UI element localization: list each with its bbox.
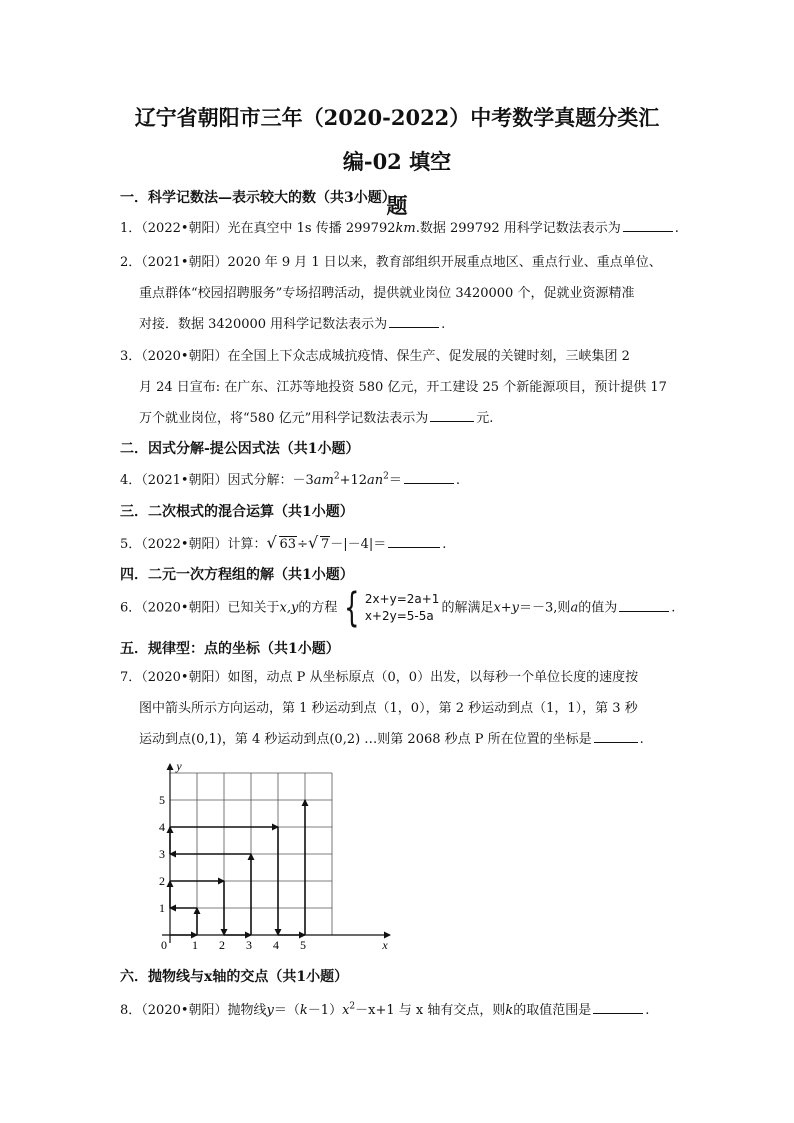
q6-vars: x,y [279, 600, 299, 616]
q4-end: . [455, 473, 461, 488]
question-6 [120, 585, 676, 631]
page-title [110, 96, 684, 228]
q4-equals: ＝ [388, 473, 402, 488]
section-heading-6: 六．抛物线与x轴的交点（共1小题） [120, 969, 349, 985]
question-2-line-2: 重点群体“校园招聘服务”专场招聘活动，提供就业岗位 3420000 个，促就业资源精准 [139, 286, 635, 301]
q6-var-a: a [570, 600, 579, 616]
q5-end: . [442, 537, 447, 552]
q5-answer-blank[interactable] [388, 535, 440, 548]
section-heading-3: 三．二次根式的混合运算（共1小题） [120, 504, 354, 520]
q1-end: . [674, 221, 679, 236]
q8-text-a: 8．（2020•朝阳）抛物线 [120, 1003, 267, 1018]
q8-end: . [645, 1003, 650, 1018]
equation-1: 2x+y=2a+1 [364, 592, 440, 606]
axis-labels [159, 759, 388, 952]
brace-icon: { [344, 585, 360, 631]
q8-var-k2: k [505, 1003, 514, 1018]
title-line-1: 辽宁省朝阳市三年（2020-2022）中考数学真题分类汇编-02 填空 [134, 105, 660, 174]
y-tick-label: 4 [159, 820, 165, 834]
x-tick-label: 5 [300, 938, 306, 952]
q6-end: . [671, 600, 676, 616]
q5-sqrt-7: √ 7 [307, 533, 330, 552]
q2-answer-blank[interactable] [389, 315, 439, 328]
q5-radicand-2: 7 [320, 537, 330, 552]
q4-text-a: 4．（2021•朝阳）因式分解：－3 [120, 473, 314, 488]
question-7-line-2: 图中箭头所示方向运动，第 1 秒运动到点（1，0），第 2 秒运动到点（1，1），第 3 秒 [139, 701, 638, 716]
q6-text-c: 的解满足 [441, 600, 494, 616]
q5-radicand-1: 63 [279, 537, 297, 552]
q4-text-d: +12 [339, 473, 368, 488]
q8-answer-blank[interactable] [593, 1001, 643, 1014]
title-line-2: 题 [386, 193, 408, 218]
q3-answer-blank[interactable] [430, 409, 474, 422]
question-2-line-1: 2．（2021•朝阳）2020 年 9 月 1 日以来，教育部组织开展重点地区、重点行业、重点单位、 [120, 255, 662, 270]
question-7-line-3 [139, 728, 644, 747]
q4-exp-2: 2 [383, 471, 389, 482]
q8-text-e: 的取值范围是 [513, 1003, 592, 1018]
section-heading-2: 二．因式分解-提公因式法（共1小题） [120, 441, 360, 457]
q1-text-a: 1．（2022•朝阳）光在真空中 1s 传播 299792 [120, 221, 396, 236]
q4-var-an: an [367, 473, 384, 488]
q7-text: 运动到点(0,1)，第 4 秒运动到点(0,2) …则第 2068 秒点 P 所在位置的坐标是 [139, 732, 592, 747]
q7-answer-blank[interactable] [594, 730, 638, 743]
y-tick-label: 3 [159, 847, 165, 861]
coordinate-grid-figure [138, 758, 398, 954]
motion-path [170, 800, 305, 935]
q3-end: 元. [476, 411, 494, 426]
q1-text-b: .数据 299792 用科学记数法表示为 [415, 221, 621, 236]
y-tick-label: 1 [159, 901, 165, 915]
section-heading-1: 一．科学记数法—表示较大的数（共3小题） [120, 190, 396, 206]
question-7-line-1: 7．（2020•朝阳）如图，动点 P 从坐标原点（0，0）出发，以每秒一个单位长度的速度按 [120, 670, 639, 685]
q2-end: . [441, 317, 446, 332]
x-tick-label: 4 [273, 938, 279, 952]
q2-text: 对接．数据 3420000 用科学记数法表示为 [139, 317, 388, 332]
y-tick-label: 2 [159, 874, 165, 888]
q8-text-b: ＝（ [273, 1003, 300, 1018]
question-1 [120, 217, 679, 236]
q5-divide: ÷ [297, 537, 308, 552]
q8-exp: 2 [349, 1001, 356, 1012]
q4-answer-blank[interactable] [404, 471, 454, 484]
question-2-line-3 [139, 313, 445, 332]
x-tick-label: 2 [219, 938, 225, 952]
q8-text-d: －x+1 与 x 轴有交点，则 [355, 1003, 506, 1018]
q6-text-a: 6．（2020•朝阳）已知关于 [120, 600, 280, 616]
q6-text-b: 的方程 [298, 600, 338, 616]
x-tick-label: 3 [246, 938, 252, 952]
q4-var-am: am [313, 473, 334, 488]
question-3-line-1: 3．（2020•朝阳）在全国上下众志成城抗疫情、保生产、促发展的关键时刻，三峡集团 2 [120, 349, 630, 364]
q6-condition: x+y [493, 600, 520, 616]
q4-exp-1: 2 [333, 471, 340, 482]
question-3-line-3 [139, 407, 493, 426]
question-4 [120, 469, 460, 488]
question-8 [120, 999, 649, 1018]
q8-var-x: x [342, 1003, 350, 1018]
q6-answer-blank[interactable] [619, 599, 669, 612]
origin-label: 0 [161, 938, 167, 952]
x-axis-label: x [382, 938, 388, 952]
question-5 [120, 533, 446, 552]
q8-var-k: k [299, 1003, 308, 1018]
section-heading-4: 四．二元一次方程组的解（共1小题） [120, 567, 354, 583]
q8-var-y: y [266, 1003, 274, 1018]
q6-text-d: ＝－3,则 [519, 600, 571, 616]
x-tick-label: 1 [192, 938, 198, 952]
y-tick-label: 5 [159, 793, 165, 807]
equation-system [339, 585, 440, 631]
q3-text: 万个就业岗位，将“580 亿元”用科学记数法表示为 [139, 411, 429, 426]
q8-text-c: －1） [307, 1003, 343, 1018]
q5-text-b: －|－4|＝ [330, 537, 387, 552]
question-3-line-2: 月 24 日宣布: 在广东、江苏等地投资 580 亿元，开工建设 25 个新能源项目，预计提供 17 [139, 380, 667, 395]
equation-2: x+2y=5-5a [364, 609, 434, 623]
q1-answer-blank[interactable] [623, 219, 673, 232]
q7-end: . [639, 732, 644, 747]
section-heading-5: 五．规律型：点的坐标（共1小题） [120, 641, 340, 657]
q5-text-a: 5．（2022•朝阳）计算： [120, 537, 267, 552]
q1-unit: km [395, 221, 416, 236]
q5-sqrt-63: √ 63 [266, 533, 297, 552]
y-axis-label: y [176, 759, 182, 773]
q6-text-e: 的值为 [578, 600, 618, 616]
